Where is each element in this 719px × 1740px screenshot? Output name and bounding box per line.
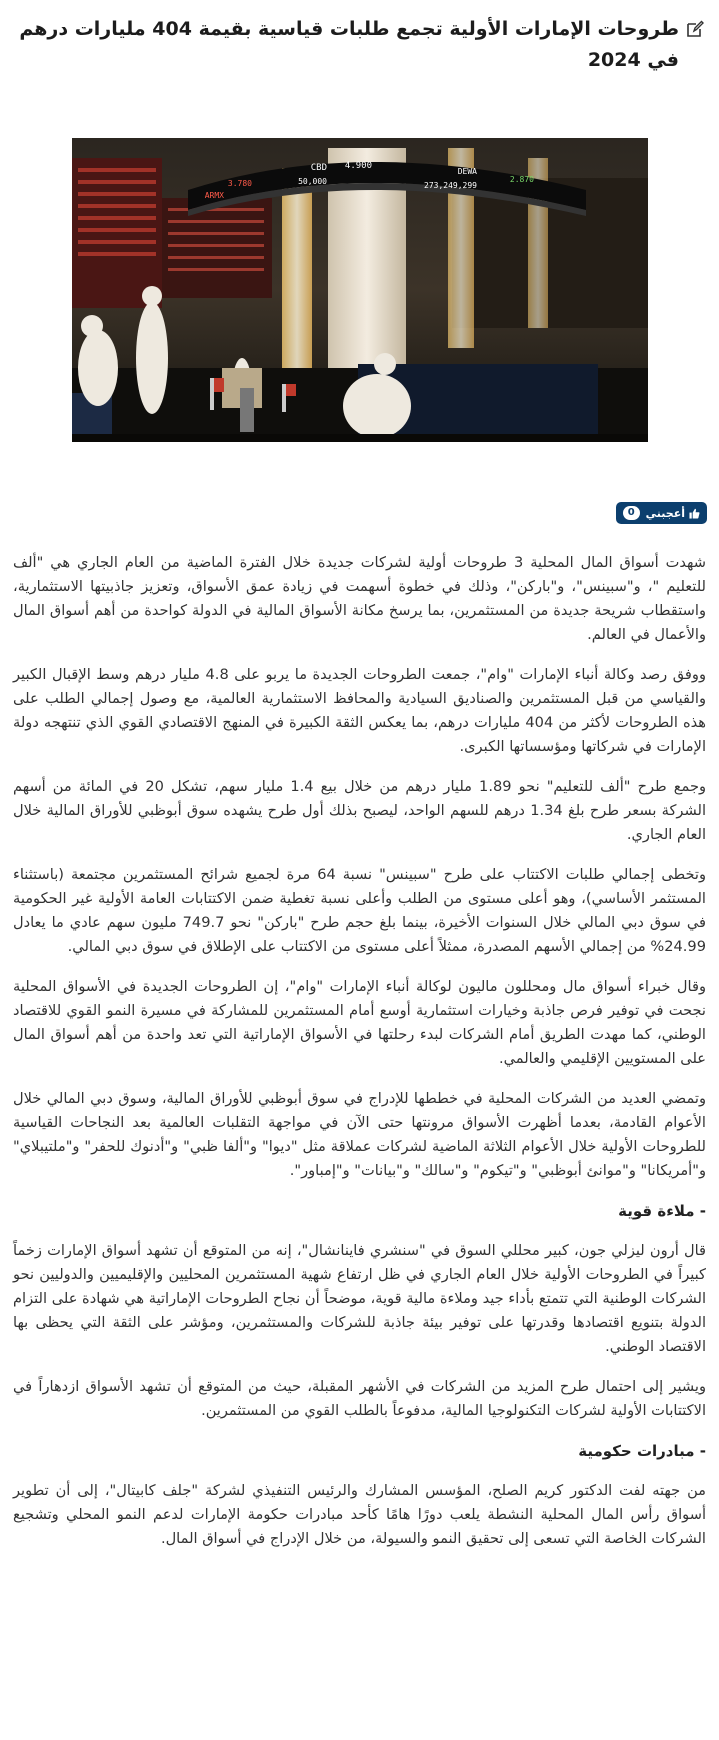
section-heading-solvency: - ملاءة قوية	[618, 1202, 706, 1220]
thumbs-up-icon	[689, 508, 700, 519]
article-paragraph: ووفق رصد وكالة أنباء الإمارات "وام"، جمعت الطروحات الجديدة ما يربو على 4.8 مليار درهم وسط الإقبال الكبير والقياسي من قبل المستثمرين والصناديق السيادية والمحافظ الاستثمارية العالمية، مع وصول إجمالي الطلب على هذه الطروحات لأكثر من 404 مليارات درهم، بما يعكس الثقة الكبيرة في المنهج الاقتصادي القوي الذي تنتهجه دولة الإمارات في شركاتها ومؤسساتها الكبرى.	[13, 666, 706, 755]
edit-icon	[685, 19, 705, 39]
ticker-armx: ARMX	[204, 191, 224, 200]
article-paragraph: قال أرون ليزلي جون، كبير محللي السوق في "سنشري فاينانشال"، إنه من المتوقع أن تشهد أسواق الإمارات زخماً كبيراً في الطروحات الأولية خلال العام الجاري في ظل ارتفاع شهية المستثمرين المحليين والإقليميين والدوليين نحو الشركات الوطنية التي تتمتع بأداء جيد وملاءة مالية قوية، موضحاً أن نجاح الطروحات الإماراتية هي شهادة على التزام الدولة بتنويع اقتصادها وقدرتها على توفير بيئة جاذبة للشركات والمستثمرين، ومؤشر على الثقة التي يحظى بها الاقتصاد الوطني.	[13, 1242, 706, 1355]
ticker-cbd-volume: 50,000	[297, 177, 327, 186]
article-paragraph: وتمضي العديد من الشركات المحلية في خططها للإدراج في سوق أبوظبي للأوراق المالية، وسوق دبي المالي خلال الأعوام القادمة، بعدما أظهرت الأسواق مرونتها حتى الآن في مواجهة التقلبات العالمية بعد النجاحات القياسية للطروحات الأولية خلال الأعوام الثلاثة الماضية لشركات عملاقة مثل "ديوا" و"ألفا ظبي" و"أدنوك للحفر" و"ملتيبلاي" و"أمريكانا" و"موانئ أبوظبي" و"تيكوم" و"سالك" و"بيانات" و"إمباور".	[13, 1090, 706, 1179]
like-count: 0	[623, 506, 640, 520]
ticker-armx-value: 3.780	[227, 179, 252, 188]
ticker-dewa-volume: 273,249,299	[423, 181, 477, 190]
article-body	[0, 526, 719, 1551]
ticker-cbd-value: 4.900	[344, 161, 372, 171]
article-paragraph: من جهته لفت الدكتور كريم الصلح، المؤسس المشارك والرئيس التنفيذي لشركة "جلف كابيتال"، إلى أن تطوير أسواق رأس المال المحلية النشطة يلعب دورًا هامًا كأحد مبادرات حكومة الإمارات لدعم النمو المحلي وتشجيع الشركات الخاصة التي تسعى إلى تحقيق النمو والسيولة، من خلال الإدراج في أسواق المال.	[13, 1482, 706, 1547]
ticker-dewa: DEWA	[457, 167, 477, 176]
section-heading-government-initiatives: - مبادرات حكومية	[578, 1442, 706, 1460]
article-paragraph: شهدت أسواق المال المحلية 3 طروحات أولية لشركات جديدة خلال الفترة الماضية من العام الجاري هي "ألف للتعليم "، و"سبينس"، و"باركن"، وذلك في خطوة أسهمت في زيادة عمق الأسواق، وتعزيز جاذبيتها الاستثمارية، واستقطاب شريحة جديدة من المستثمرين، بما يرسخ مكانة الأسواق المالية في الدولة كواحدة من أهم أسواق المال والأعمال في العالم.	[13, 554, 707, 643]
article-paragraph: وتخطى إجمالي طلبات الاكتتاب على طرح "سبينس" نسبة 64 مرة لجميع شرائح المستثمرين مجتمعة (باستثناء المستثمر الأساسي)، وهو أعلى مستوى من الطلب وأعلى نسبة تغطية ضمن الاكتتابات العامة الأولية غير الحكومية في سوق دبي المالي خلال السنوات الأخيرة، بينما بلغ حجم طرح "باركن" نحو 749.7 مليون سهم عادي ما يعادل 24.99% من إجمالي الأسهم المصدرة، ممثلاً أعلى مستوى من الاكتتاب على الإطلاق في سوق دبي المالي.	[13, 866, 706, 955]
ticker-dewa-value: 2.870	[509, 175, 534, 184]
article-paragraph: وقال خبراء أسواق مال ومحللون ماليون لوكالة أنباء الإمارات "وام"، إن الطروحات الجديدة في الأسواق المحلية نجحت في توفير فرص جاذبة وخيارات استثمارية أوسع أمام المستثمرين للمشاركة في مسيرة النمو القوي للاقتصاد الوطني، كما مهدت الطريق أمام الشركات لبدء رحلتها في الأسواق الإماراتية التي تعد واحدة من أهم أسواق المال على المستويين الإقليمي والعالمي.	[13, 978, 706, 1067]
ticker-cbd: CBD	[310, 163, 327, 173]
article-image-stock-exchange	[72, 138, 648, 442]
like-label: أعجبني	[645, 506, 685, 520]
article-title: طروحات الإمارات الأولية تجمع طلبات قياسية بقيمة 404 مليارات درهم في 2024	[19, 18, 679, 71]
article-paragraph: ويشير إلى احتمال طرح المزيد من الشركات في الأشهر المقبلة، حيث من المتوقع أن تشهد الأسواق ازدهاراً في الاكتتابات الأولية لشركات التكنولوجيا المالية، مدفوعاً بالطلب القوي من المستثمرين.	[13, 1378, 706, 1419]
article-paragraph: وجمع طرح "ألف للتعليم" نحو 1.89 مليار درهم من خلال بيع 1.4 مليار سهم، تشكل 20 في المائة من أسهم الشركة بسعر طرح بلغ 1.34 درهم للسهم الواحد، ليصبح بذلك أول طرح يشهده سوق أبوظبي للأوراق المالية خلال العام الجاري.	[13, 778, 707, 843]
article-title-row	[0, 0, 719, 76]
like-row	[0, 502, 719, 526]
like-button[interactable]	[616, 502, 707, 524]
